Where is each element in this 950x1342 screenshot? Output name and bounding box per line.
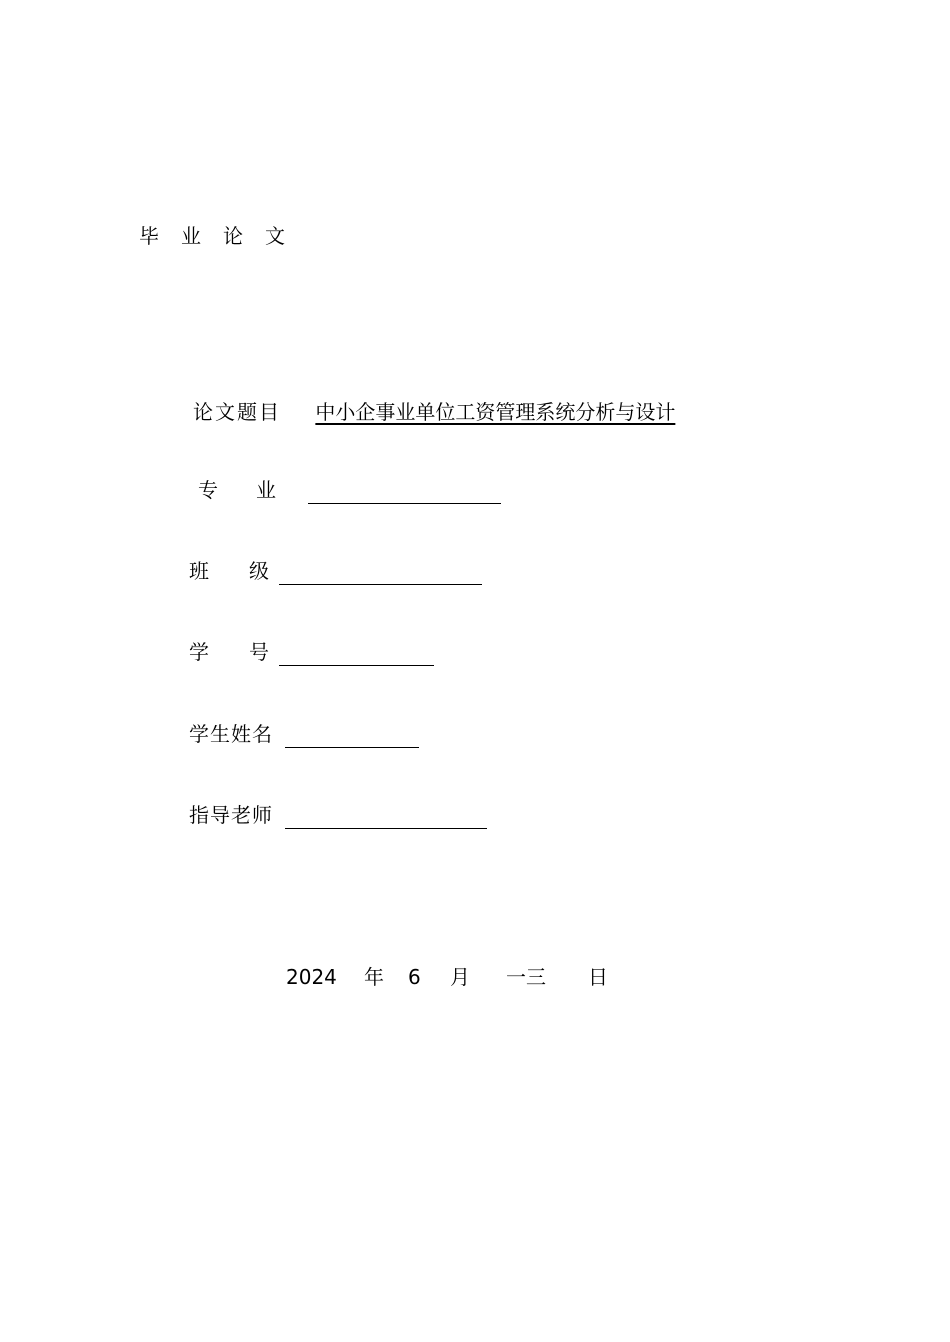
date-month-unit: 月 (450, 965, 470, 989)
student-id-label: 学号 (189, 640, 309, 664)
date-year-unit: 年 (364, 965, 384, 989)
student-id-field-row (189, 638, 434, 666)
major-blank-line (308, 481, 501, 504)
student-name-blank-line (285, 725, 419, 748)
class-label: 班级 (189, 559, 309, 583)
student-id-blank-line (279, 643, 434, 666)
date-day: 一三 (506, 965, 546, 989)
date-year: 2024 (286, 965, 337, 989)
date-day-unit: 日 (588, 965, 608, 989)
date-row (286, 963, 612, 991)
advisor-label: 指导老师 (189, 803, 273, 827)
thesis-title-row (193, 398, 675, 426)
advisor-blank-line (285, 806, 487, 829)
student-name-label: 学生姓名 (189, 722, 273, 746)
major-field-row (198, 476, 501, 504)
document-heading: 毕业论文 (139, 224, 307, 248)
date-month: 6 (408, 965, 421, 989)
thesis-title-label: 论文题目 (193, 400, 281, 424)
class-blank-line (279, 562, 482, 585)
class-field-row (189, 557, 482, 585)
student-name-field-row (189, 720, 419, 748)
major-label: 专业 (198, 478, 314, 502)
thesis-title-value: 中小企事业单位工资管理系统分析与设计 (315, 400, 676, 424)
advisor-field-row (189, 801, 487, 829)
